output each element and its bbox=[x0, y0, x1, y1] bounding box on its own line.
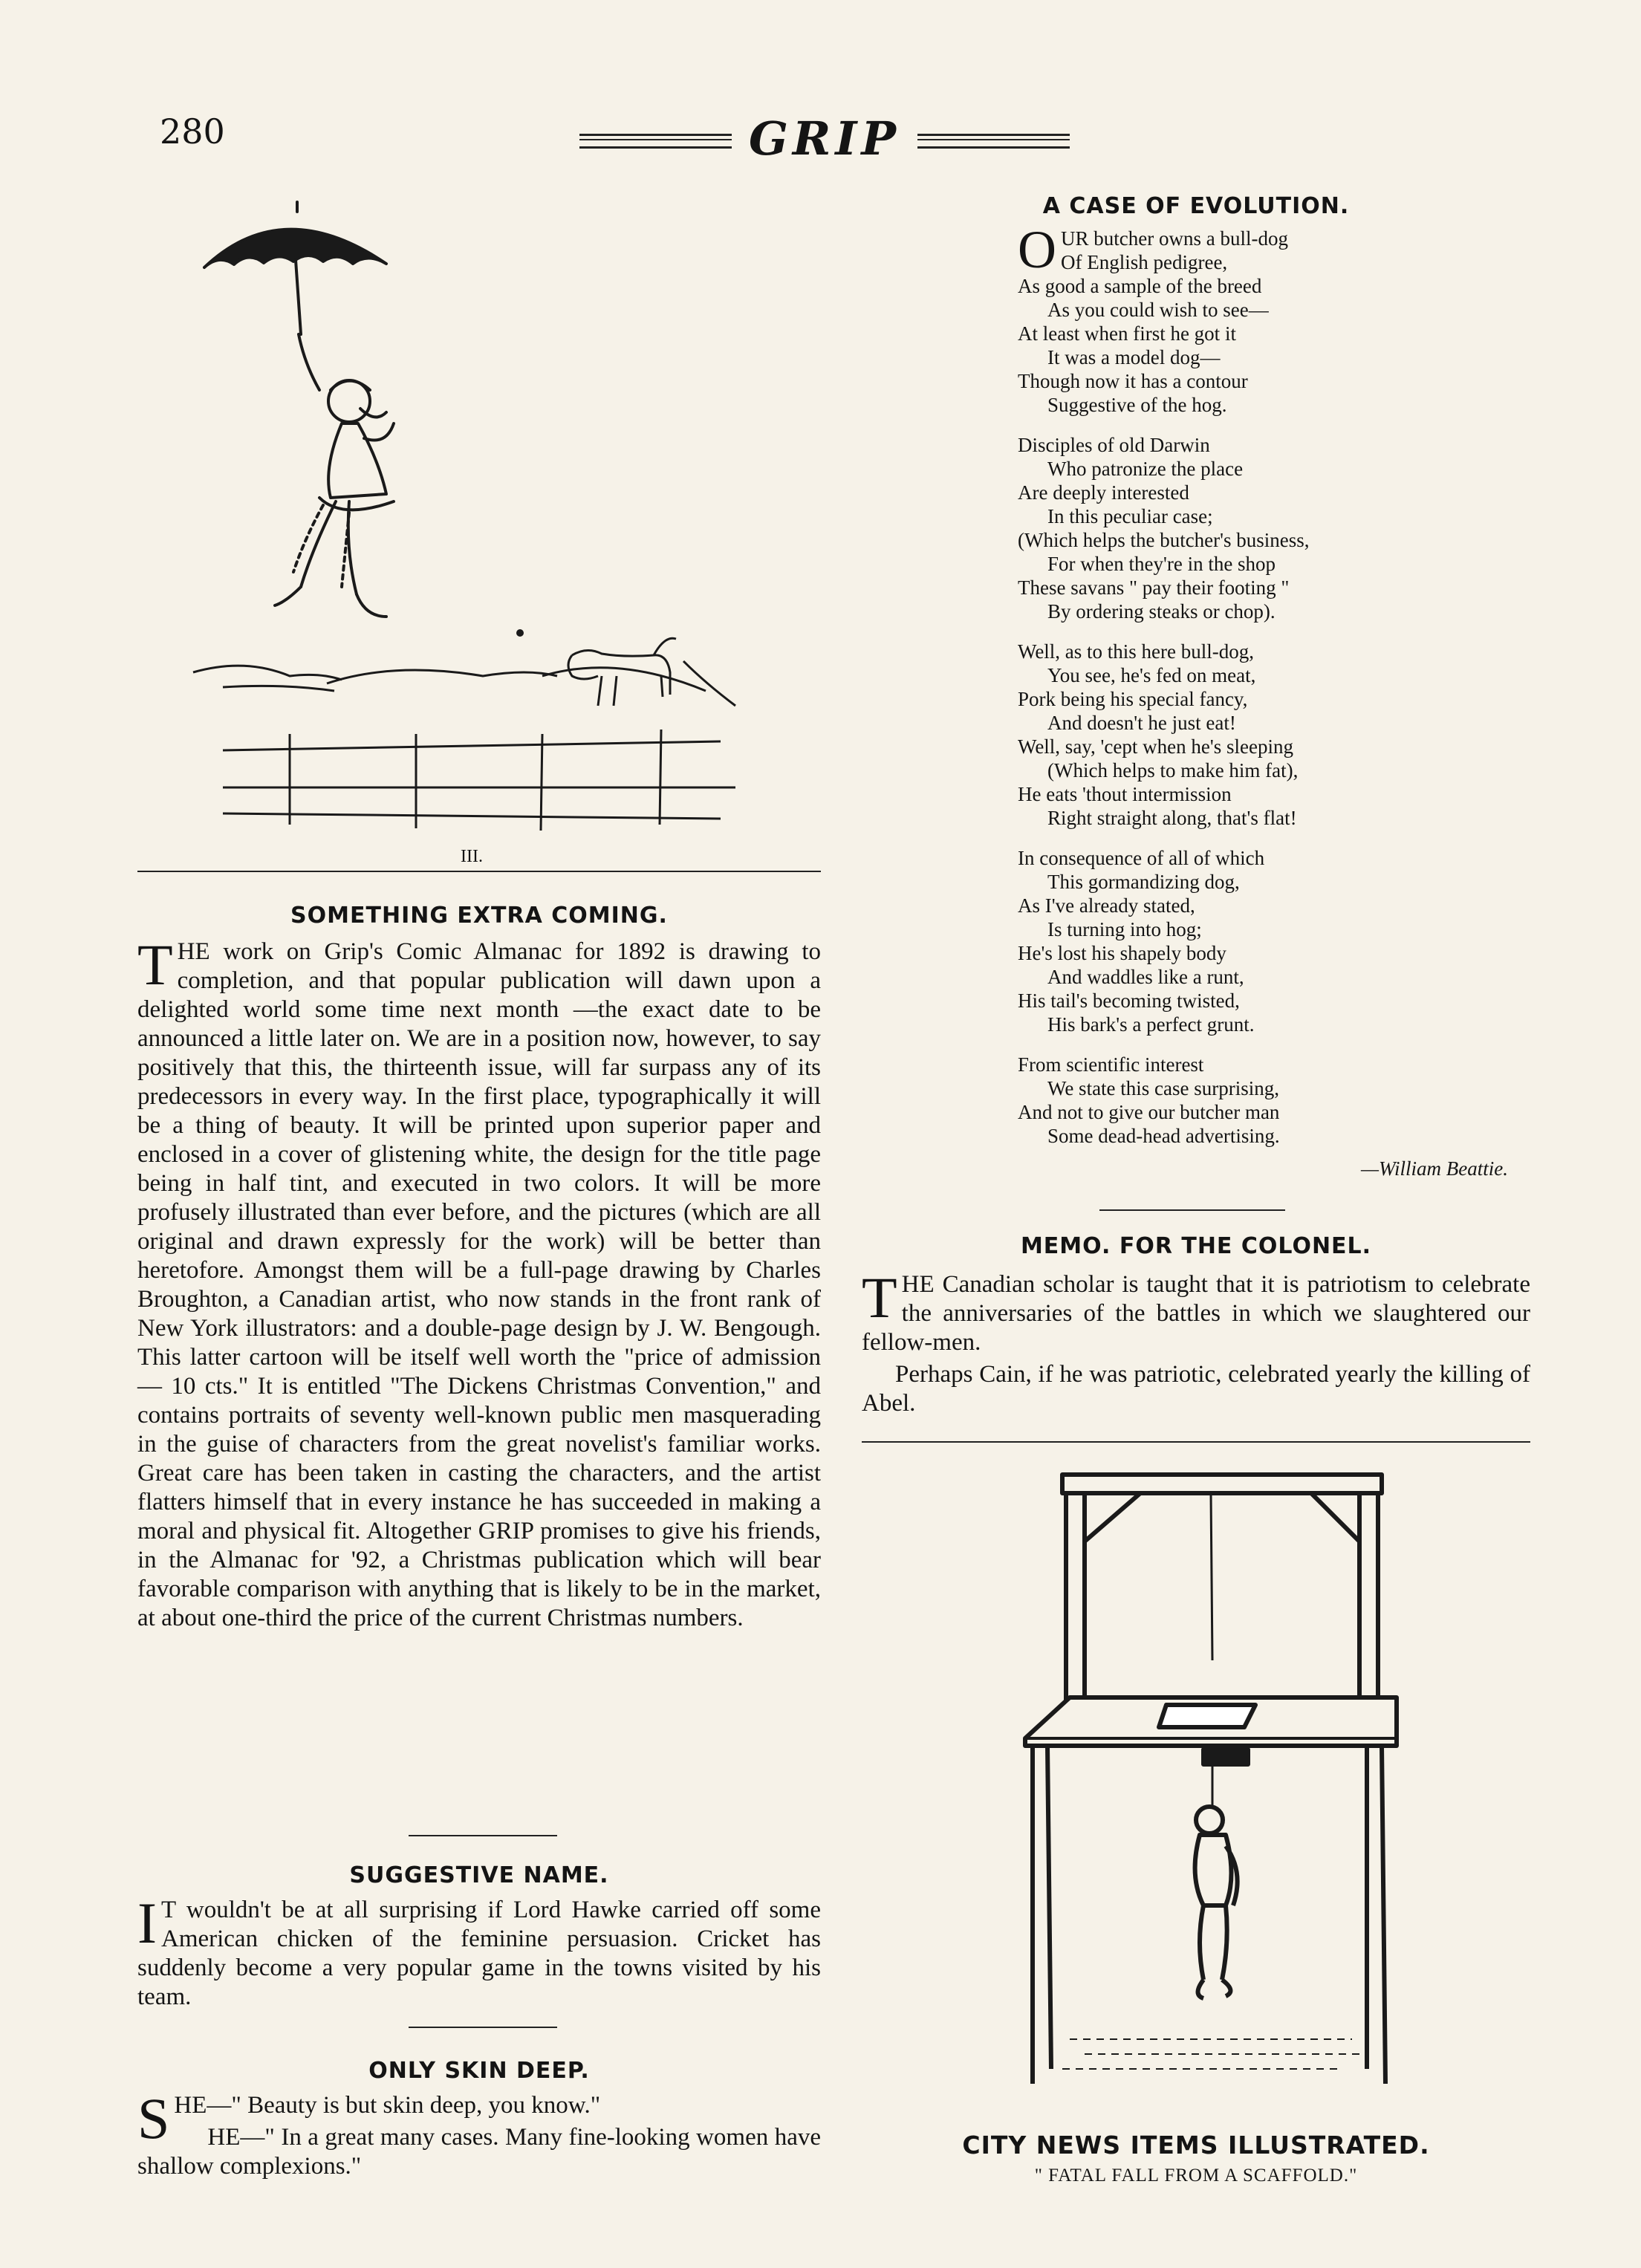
poem-line: Of English pedigree, bbox=[1061, 251, 1228, 273]
poem-line: As you could wish to see— bbox=[1047, 299, 1269, 321]
short-rule bbox=[409, 1835, 557, 1836]
poem-line: For when they're in the shop bbox=[1047, 553, 1276, 575]
poem-line: Who patronize the place bbox=[1047, 458, 1244, 480]
illustration-caption: CITY NEWS ITEMS ILLUSTRATED. bbox=[962, 2131, 1430, 2160]
poem-line: And waddles like a runt, bbox=[1047, 966, 1244, 988]
poem-stanza bbox=[1018, 220, 1478, 417]
poem-line: Right straight along, that's flat! bbox=[1047, 807, 1297, 829]
article-text: Perhaps Cain, if he was patriotic, celebrated yearly the killing of Abel. bbox=[862, 1361, 1530, 1417]
poem-line: We state this case surprising, bbox=[1047, 1077, 1280, 1099]
poem-line: You see, he's fed on meat, bbox=[1047, 664, 1256, 686]
poem-line: It was a model dog— bbox=[1047, 346, 1221, 368]
poem-line: Some dead-head advertising. bbox=[1047, 1125, 1280, 1147]
scaffold-illustration bbox=[981, 1460, 1441, 2121]
illustration-caption: III. bbox=[461, 847, 483, 866]
poem-line: And not to give our butcher man bbox=[1018, 1101, 1280, 1123]
masthead-rule-left bbox=[579, 134, 732, 149]
poem-line: (Which helps to make him fat), bbox=[1047, 759, 1299, 782]
poem-line: By ordering steaks or chop). bbox=[1047, 600, 1276, 623]
poem-line: And doesn't he just eat! bbox=[1047, 712, 1236, 734]
article-heading: SUGGESTIVE NAME. bbox=[349, 1862, 609, 1888]
poem-signature: —William Beattie. bbox=[1361, 1157, 1508, 1180]
drop-cap: S bbox=[137, 2086, 170, 2151]
drop-cap: O bbox=[1018, 220, 1056, 279]
article-text: HE Canadian scholar is taught that it is patriotism to celebrate the anniversaries of the battles in which we slaughtered our fellow-men. bbox=[862, 1271, 1530, 1356]
article-text: T wouldn't be at all surprising if Lord Hawke carried off some American chicken of the feminine persuasion. Cricket has suddenly become a very popular game in the towns visited by his team. bbox=[137, 1897, 821, 2010]
masthead-rule-right bbox=[917, 134, 1070, 149]
poem-line: His tail's becoming twisted, bbox=[1018, 990, 1240, 1012]
poem-line: Though now it has a contour bbox=[1018, 370, 1248, 392]
poem-line: Well, as to this here bull-dog, bbox=[1018, 640, 1255, 663]
poem-line: He's lost his shapely body bbox=[1018, 942, 1226, 964]
poem-line: Suggestive of the hog. bbox=[1047, 394, 1227, 416]
article-heading: ONLY SKIN DEEP. bbox=[368, 2058, 590, 2084]
poem-line: His bark's a perfect grunt. bbox=[1047, 1013, 1255, 1036]
short-rule bbox=[409, 2027, 557, 2028]
masthead bbox=[579, 111, 1070, 166]
poem-line: (Which helps the butcher's business, bbox=[1018, 529, 1310, 551]
poem-line: UR butcher owns a bull-dog bbox=[1061, 227, 1288, 250]
dialogue-line: HE—" Beauty is but skin deep, you know." bbox=[174, 2092, 601, 2119]
article-body bbox=[137, 932, 821, 1636]
article-body bbox=[862, 1265, 1530, 1421]
drop-cap: T bbox=[137, 932, 173, 997]
poem-line: Well, say, 'cept when he's sleeping bbox=[1018, 735, 1293, 758]
article-heading: MEMO. FOR THE COLONEL. bbox=[1020, 1233, 1372, 1259]
poem-stanza bbox=[1018, 433, 1478, 623]
poem-line: From scientific interest bbox=[1018, 1053, 1204, 1076]
drop-cap: I bbox=[137, 1891, 157, 1955]
short-rule bbox=[1099, 1209, 1285, 1211]
article-text: HE work on Grip's Comic Almanac for 1892 is drawing to completion, and that popular publication will dawn upon a delighted world some time next month —the exact date to be announced a little later on. We are in a position now, however, to say positively that this, the thirteenth issue, will far surpass any of its predecessors in every way. In the first place, typographically it will be a thing of beauty. It will be printed upon superior paper and enclosed in a cover of glistening white, the design for the title page being in half tint, and executed in two colors. It will be more profusely illustrated than ever before, and the pictures (which are all original and drawn expressly for the work) will be better than heretofore. Amongst them will be a full-page drawing by Charles Broughton, a Canadian artist, who now stands in the front rank of New York illustrators: and a double-page design by J. W. Bengough. This latter cartoon will be itself well worth the "price of admission — 10 cts." It is entitled "The Dickens Christmas Convention," and contains portraits of seventy well-known public men masquerading in the guise of characters from the great novelist's familiar works. Great care has been taken in casting the characters, and the artist flatters himself that in every instance he has succeeded in making a moral and physical fit. Altogether GRIP promises to give his friends, in the Almanac for '92, a Christmas publication which will bear favorable comparison with anything that is likely to be in the market, at about one-third the price of the current Christmas numbers. bbox=[137, 938, 821, 1631]
poem-body bbox=[1018, 220, 1478, 1152]
poem-stanza bbox=[1018, 1053, 1478, 1148]
poem-stanza bbox=[1018, 640, 1478, 830]
poem-line: He eats 'thout intermission bbox=[1018, 783, 1232, 805]
article-heading: SOMETHING EXTRA COMING. bbox=[290, 903, 668, 929]
poem-stanza bbox=[1018, 846, 1478, 1036]
divider-rule bbox=[862, 1441, 1530, 1443]
poem-line: As good a sample of the breed bbox=[1018, 275, 1262, 297]
illustration-subcaption: " FATAL FALL FROM A SCAFFOLD." bbox=[1034, 2165, 1358, 2186]
poem-line: As I've already stated, bbox=[1018, 894, 1195, 917]
article-body bbox=[137, 2086, 821, 2184]
umbrella-girl-illustration bbox=[171, 201, 825, 847]
drop-cap: T bbox=[862, 1265, 897, 1330]
article-body bbox=[137, 1891, 821, 2015]
poem-heading: A CASE OF EVOLUTION. bbox=[1042, 193, 1350, 219]
poem-line: Pork being his special fancy, bbox=[1018, 688, 1248, 710]
page-number: 280 bbox=[160, 111, 225, 152]
poem-line: This gormandizing dog, bbox=[1047, 871, 1240, 893]
masthead-title: GRIP bbox=[748, 111, 901, 166]
poem-line: In this peculiar case; bbox=[1047, 505, 1213, 527]
poem-line: Are deeply interested bbox=[1018, 481, 1189, 504]
poem-line: At least when first he got it bbox=[1018, 322, 1236, 345]
dialogue-line: HE—" In a great many cases. Many fine-looking women have shallow complexions." bbox=[137, 2124, 821, 2180]
poem-line: These savans " pay their footing " bbox=[1018, 576, 1290, 599]
poem-line: In consequence of all of which bbox=[1018, 847, 1265, 869]
divider-rule bbox=[137, 871, 821, 872]
poem-line: Is turning into hog; bbox=[1047, 918, 1202, 940]
poem-line: Disciples of old Darwin bbox=[1018, 434, 1210, 456]
